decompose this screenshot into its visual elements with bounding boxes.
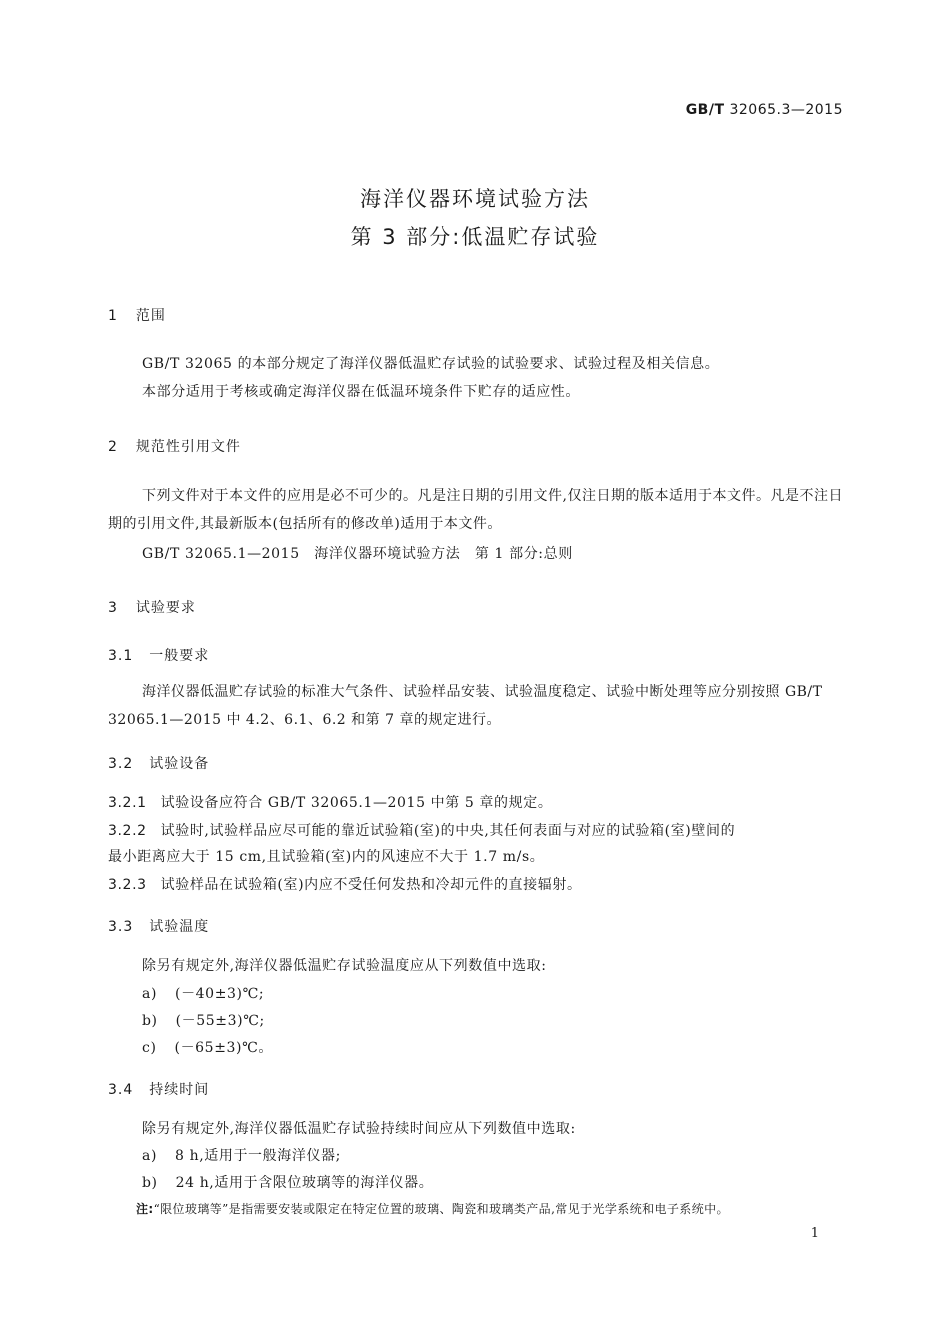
subsection-number: 3.1 (108, 648, 134, 664)
clause-3-2-2-continuation: 最小距离应大于 15 cm,且试验箱(室)内的风速应不大于 1.7 m/s。 (108, 849, 545, 865)
section-2-heading (108, 436, 241, 456)
section-number: 3 (108, 600, 118, 616)
list-item-label: c) (142, 1040, 157, 1056)
standard-number (686, 102, 843, 118)
clause-3-2-1 (108, 792, 552, 812)
subsection-3-1-paragraph: 海洋仪器低温贮存试验的标准大气条件、试验样品安装、试验温度稳定、试验中断处理等应分别按照 GB/T 32065.1—2015 中 4.2、6.1、6.2 和第 7 章的规定进行。 (108, 684, 823, 728)
section-1-paragraph-2: 本部分适用于考核或确定海洋仪器在低温环境条件下贮存的适应性。 (142, 384, 580, 400)
list-item (142, 1172, 433, 1192)
section-2-paragraph-1: 下列文件对于本文件的应用是必不可少的。凡是注日期的引用文件,仅注日期的版本适用于本文件。凡是不注日期的引用文件,其最新版本(包括所有的修改单)适用于本文件。 (108, 488, 843, 532)
clause-text-line1: 试验时,试验样品应尽可能的靠近试验箱(室)的中央,其任何表面与对应的试验箱(室)壁间的 (160, 823, 736, 839)
list-item-label: a) (142, 986, 158, 1002)
subsection-number: 3.4 (108, 1082, 134, 1098)
section-number: 2 (108, 439, 118, 455)
subsection-3-4-intro: 除另有规定外,海洋仪器低温贮存试验持续时间应从下列数值中选取: (142, 1121, 576, 1137)
list-item-text: 24 h,适用于含限位玻璃等的海洋仪器。 (175, 1175, 434, 1191)
note-text: “限位玻璃等”是指需要安装或限定在特定位置的玻璃、陶瓷和玻璃类产品,常见于光学系统和电子系统中。 (153, 1202, 729, 1216)
normative-reference: GB/T 32065.1—2015 海洋仪器环境试验方法 第 1 部分:总则 (142, 546, 573, 562)
list-item-text: (－55±3)℃; (175, 1013, 265, 1029)
subsection-3-2-heading (108, 753, 209, 773)
subsection-title: 试验设备 (149, 756, 210, 772)
subsection-title: 持续时间 (149, 1082, 210, 1098)
list-item-label: b) (142, 1175, 158, 1191)
subsection-3-1-heading (108, 645, 209, 665)
subsection-number: 3.3 (108, 919, 134, 935)
list-item-label: b) (142, 1013, 158, 1029)
subsection-3-3-intro: 除另有规定外,海洋仪器低温贮存试验温度应从下列数值中选取: (142, 958, 547, 974)
section-3-heading (108, 597, 196, 617)
clause-text: 试验样品在试验箱(室)内应不受任何发热和冷却元件的直接辐射。 (160, 877, 582, 893)
list-item (142, 1145, 341, 1165)
standard-prefix: GB/T (685, 102, 725, 118)
subsection-3-3-heading (108, 916, 209, 936)
list-item (142, 983, 264, 1003)
document-title-line1: 海洋仪器环境试验方法 (360, 187, 590, 211)
note-label: 注: (136, 1202, 154, 1216)
subsection-title: 一般要求 (149, 648, 210, 664)
list-item-text: (－65±3)℃。 (174, 1040, 273, 1056)
section-title: 试验要求 (135, 600, 196, 616)
clause-number: 3.2.3 (108, 877, 147, 893)
list-item (142, 1037, 273, 1057)
section-title: 范围 (135, 308, 166, 324)
clause-number: 3.2.2 (108, 823, 147, 839)
list-item-text: 8 h,适用于一般海洋仪器; (175, 1148, 341, 1164)
clause-3-2-2 (108, 820, 735, 840)
standard-code: 32065.3—2015 (724, 102, 843, 118)
subsection-number: 3.2 (108, 756, 134, 772)
section-title: 规范性引用文件 (135, 439, 241, 455)
clause-number: 3.2.1 (108, 795, 147, 811)
section-1-heading (108, 305, 166, 325)
document-title-line2: 第 3 部分:低温贮存试验 (350, 225, 600, 249)
section-number: 1 (108, 308, 118, 324)
section-1-paragraph-1: GB/T 32065 的本部分规定了海洋仪器低温贮存试验的试验要求、试验过程及相关信息。 (142, 356, 720, 372)
list-item-text: (－40±3)℃; (175, 986, 265, 1002)
note (136, 1200, 729, 1217)
subsection-title: 试验温度 (149, 919, 210, 935)
clause-text: 试验设备应符合 GB/T 32065.1—2015 中第 5 章的规定。 (160, 795, 553, 811)
list-item (142, 1010, 265, 1030)
page-number: 1 (810, 1226, 819, 1241)
subsection-3-4-heading (108, 1079, 209, 1099)
list-item-label: a) (142, 1148, 158, 1164)
clause-3-2-3 (108, 874, 582, 894)
